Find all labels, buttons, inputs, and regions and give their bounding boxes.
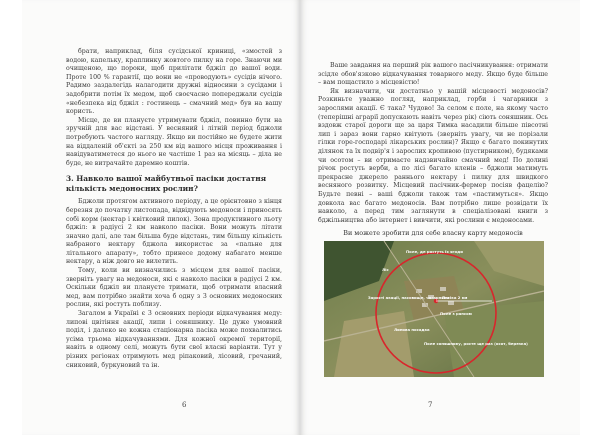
house bbox=[448, 301, 454, 305]
map-caption: Ви можете зробити для себе власну карту медоносів bbox=[343, 229, 523, 238]
honey-plant-satellite-map bbox=[324, 241, 544, 377]
left-paragraph-3: Бджоли протягом активного періоду, а це орієнтовно з кінця березня до початку листопада, відвідують медоноси і приносять собі корм (нектар і квітковий пилок). Зона продуктивного льоту бджіл: в радіусі 2 км навколо пасіки. Вони можуть літати значно далі, але там більша буде відстань, тим більшу кількість набраного нектару бджола використає за «пальне для літального апарату», тобто принесе додому набагато менше нектару, а ніж довго не вилетить. bbox=[66, 198, 282, 266]
section-heading: 3. Навколо вашої майбутньої пасіки достатня кількість медоносних рослин? bbox=[66, 174, 267, 193]
right-page-text bbox=[318, 62, 548, 377]
label-field: Поле з рапсом bbox=[440, 310, 472, 316]
field-patch-sw bbox=[334, 311, 414, 377]
label-apiary: Пасіка 2 км bbox=[442, 294, 468, 300]
left-paragraph-5: Загалом в Україні є 3 основних періоди відкачування меду: липові цвітіння акації, липи і соняшнику. Це дуже умовний поділ, і далеко не кожна стаціонарна пасіка може похвалитись усіма трьома відкачуваннями. Для кожної окремої території, навіть в одному селі, можуть бути свої власні варіанти. Тут у різних регіонах отримують мед ріпаковий, лісовий, гречаний, сниковий, буркуновий та ін. bbox=[66, 310, 282, 369]
left-page-text bbox=[66, 48, 282, 370]
left-page bbox=[22, 0, 300, 435]
right-paragraph-1: Ваше завдання на перший рік вашого пасічникування: отримати зсідле обов'язково відкачування товарного меду. Якщо буде більше – вам пощастило з місцевістю! bbox=[318, 62, 548, 87]
label-ruins: Поле, де ростуть їх ягоди bbox=[406, 248, 463, 254]
label-lindens: Липова посадка bbox=[394, 326, 430, 332]
house bbox=[440, 287, 446, 291]
left-paragraph-4: Тому, коли ви визначились з місцем для вашої пасіки, зверніть увагу на медоноси, які є навколо пасіки в радіусі 2 км. Оскільки бджіл ви плануєте тримати, щоб отримати власний мед, вам потрібно знайти хоча б одну з 3 основних медоносних рослин, які ростуть поблизу. bbox=[66, 267, 282, 309]
left-paragraph-1: брати, наприклад, біля сусідської криниці, «змостей з водою, капельку, краплинку жовтого пилку на горе. Знаючи ми очищеною, що пороки, щоб прилітати бджіл до вашої води. Проте 100 % гарантії, що вони не «проводують» сусідів нічого. Радимо заздалегідь налагодити дружні відносини з сусідами і задобрити потім їх медом, щоб своєчасно попереджали сусідів «небезпека від бджіл : гостинець – смачний мед» був на вашу користь. bbox=[66, 48, 282, 116]
label-sunflower: Поле соняшнику, росте ще раз (осот, березка) bbox=[424, 340, 528, 346]
label-acacia: Зарості акації, пасовище, чагарники bbox=[368, 294, 450, 300]
left-paragraph-2: Місце, де ви плануєте утримувати бджіл, повинно бути на зручній для вас відстані. У весняний і літній період бджоли потребують частого нагляду. Якщо ви постійно не будете жити на віддаленій об'єкті за 250 км від вашого місця проживання і навідуватиметеся до нього не частіше 1 раз на місяць – діла не буде, не витрачайте даремно коштів. bbox=[66, 116, 282, 167]
left-page-number: 6 bbox=[182, 401, 187, 409]
label-forest: Ліс bbox=[382, 266, 389, 272]
right-paragraph-2: Як визначити, чи достатньо у вашій місцевості медоносів? Розкиньте уважно погляд, наприклад, горби і чагарники з зарослями акації. Є така? Чудово! За селом є поле, на якому часто (теперішні аграрії допускають навіть через рік) сіють соняшник. Ось вздовж старої дороги ще за царя Тимка насадили більше півсотні лип і зараз вони гарно квітують (зверніть увагу, чи не порізали гілки горе-господарі лікарських рослин)? Якщо є багато покинутих ділянок та їх подвір'я і зарослих кропивою (пустирником), будяками чи осотом – ви отримаєте надзвичайно смачний мед! По долині річок ростуть верби, а по лісі багато кленів – бджоли матимуть прекрасне джерело раннього нектару і пилку для швидкого весняного розвитку. Місцевий пасічник-фермер посіяв фацелію? Будьте певні – ваші бджоли також там «пастимуться». Якщо довкола вас багато медоносів. Вам потрібно лише розвідати їх навколо, а перед тим заглянути в спеціалізовані книги з бджільництва або інтернет і вивчити, які рослини є медоносами. bbox=[318, 87, 548, 224]
right-page-number: 7 bbox=[428, 401, 433, 409]
right-page bbox=[300, 0, 580, 435]
